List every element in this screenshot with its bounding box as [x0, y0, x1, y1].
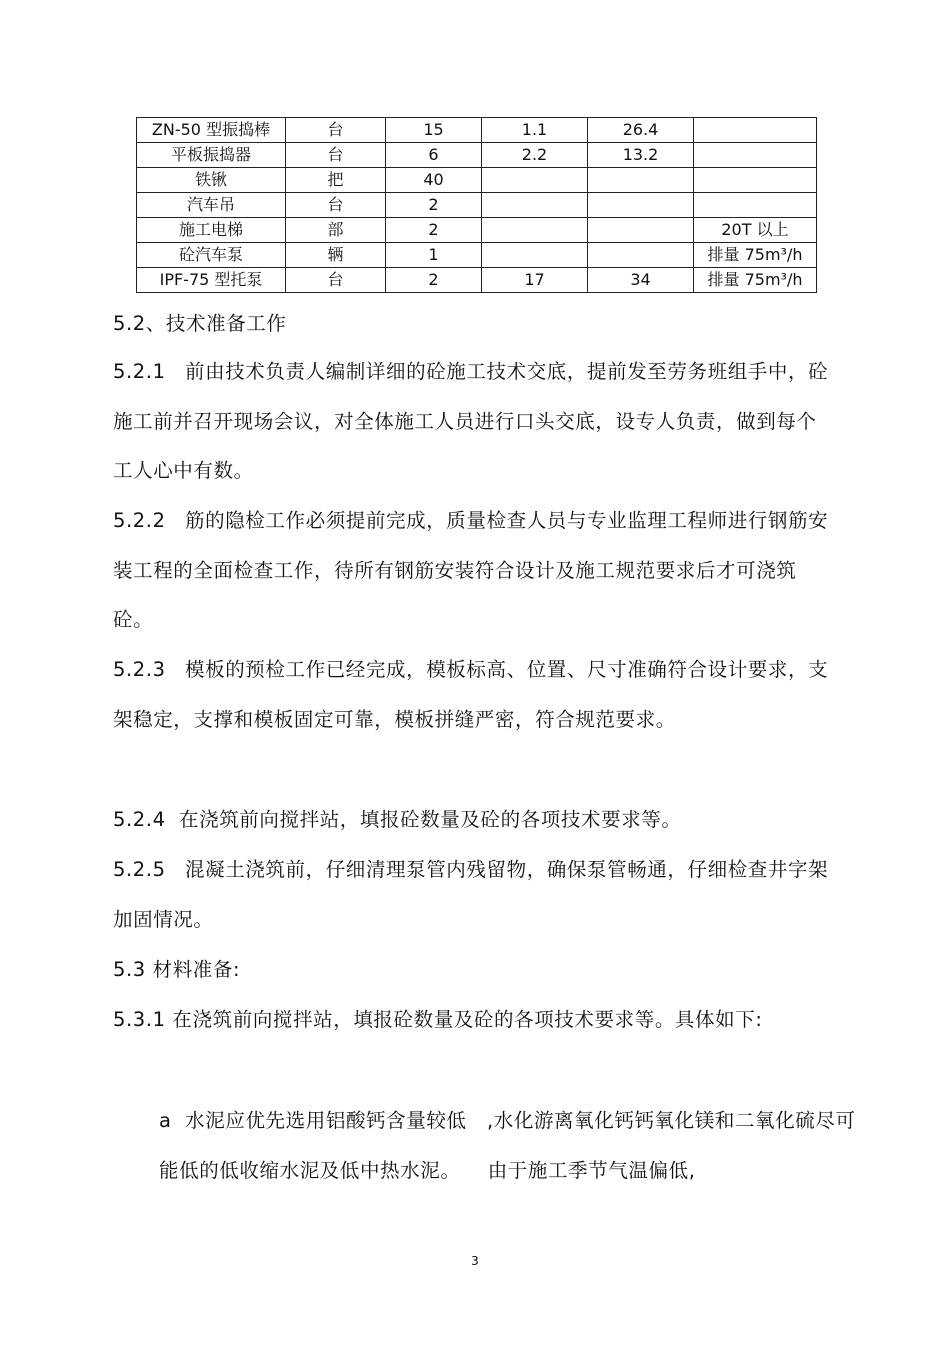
table-cell: 台 [286, 143, 386, 168]
table-cell: 20T 以上 [694, 218, 817, 243]
table-row [137, 143, 817, 168]
table-row [137, 268, 817, 293]
table-cell [588, 218, 694, 243]
table-cell: 台 [286, 193, 386, 218]
table-cell: 排量 75m³/h [694, 268, 817, 293]
table-cell [694, 143, 817, 168]
paragraph-5-2-3 [113, 645, 833, 744]
table-cell: 辆 [286, 243, 386, 268]
table-cell: 砼汽车泵 [137, 243, 286, 268]
paragraph-number: 5.2.3 [113, 658, 166, 681]
table-row [137, 193, 817, 218]
table-cell: 台 [286, 268, 386, 293]
table-cell [694, 118, 817, 143]
paragraph-number: 5.2.5 [113, 858, 166, 881]
table-cell: 40 [386, 168, 482, 193]
table-cell [588, 243, 694, 268]
table-cell [482, 243, 588, 268]
table-cell [694, 168, 817, 193]
table-row [137, 168, 817, 193]
table-cell: 2.2 [482, 143, 588, 168]
table-cell: IPF-75 型托泵 [137, 268, 286, 293]
table-cell: 2 [386, 268, 482, 293]
paragraph-5-2-5 [113, 845, 833, 944]
table-cell: 13.2 [588, 143, 694, 168]
table-cell: 1.1 [482, 118, 588, 143]
table-cell: 施工电梯 [137, 218, 286, 243]
table-cell: 2 [386, 193, 482, 218]
table-cell [482, 218, 588, 243]
paragraph-5-3-1: 5.3.1 在浇筑前向搅拌站，填报砼数量及砼的各项技术要求等。具体如下: [113, 1008, 763, 1031]
paragraph-number: 5.2.1 [113, 360, 166, 383]
table-cell: 铁锹 [137, 168, 286, 193]
table-row [137, 118, 817, 143]
paragraph-text: 模板的预检工作已经完成，模板标高、位置、尺寸准确符合设计要求，支架稳定，支撑和模板固定可靠，模板拼缝严密，符合规范要求。 [113, 658, 829, 731]
paragraph-a: a 水泥应优先选用铝酸钙含量较低 ,水化游离氧化钙钙氧化镁和二氧化硫尽可能低的低收缩水泥及低中热水泥。 由于施工季节气温偏低, [159, 1109, 856, 1182]
equipment-table-body [137, 118, 817, 293]
table-cell: 17 [482, 268, 588, 293]
table-cell [588, 193, 694, 218]
table-cell [694, 193, 817, 218]
table-cell: 34 [588, 268, 694, 293]
table-cell: 平板振捣器 [137, 143, 286, 168]
equipment-table [136, 117, 817, 293]
table-cell: 6 [386, 143, 482, 168]
table-cell: 1 [386, 243, 482, 268]
table-row [137, 243, 817, 268]
paragraph-text: 前由技术负责人编制详细的砼施工技术交底，提前发至劳务班组手中，砼施工前并召开现场会议，对全体施工人员进行口头交底，设专人负责，做到每个工人心中有数。 [113, 360, 829, 482]
table-cell [588, 168, 694, 193]
paragraph-text: 在浇筑前向搅拌站，填报砼数量及砼的各项技术要求等。 [179, 808, 682, 831]
table-cell [482, 168, 588, 193]
paragraph-number: 5.2.4 [113, 808, 166, 831]
paragraph-number: 5.2.2 [113, 509, 166, 532]
table-row [137, 218, 817, 243]
section-heading-5-2: 5.2、技术准备工作 [113, 312, 287, 335]
table-cell: 2 [386, 218, 482, 243]
paragraph-5-2-2 [113, 496, 833, 645]
paragraph-5-2-4 [113, 795, 833, 845]
table-cell: 26.4 [588, 118, 694, 143]
table-cell: 排量 75m³/h [694, 243, 817, 268]
paragraph-text: 混凝土浇筑前，仔细清理泵管内残留物，确保泵管畅通，仔细检查井字架加固情况。 [113, 858, 829, 931]
section-heading-5-3: 5.3 材料准备: [113, 958, 241, 981]
table-cell: 把 [286, 168, 386, 193]
paragraph-5-2-1 [113, 347, 833, 496]
table-cell: 部 [286, 218, 386, 243]
page-number: 3 [471, 1254, 479, 1268]
table-cell: 15 [386, 118, 482, 143]
table-cell: 汽车吊 [137, 193, 286, 218]
table-cell: 台 [286, 118, 386, 143]
table-cell [482, 193, 588, 218]
paragraph-text: 筋的隐检工作必须提前完成，质量检查人员与专业监理工程师进行钢筋安装工程的全面检查工作，待所有钢筋安装符合设计及施工规范要求后才可浇筑砼。 [113, 509, 829, 631]
table-cell: ZN-50 型振捣棒 [137, 118, 286, 143]
